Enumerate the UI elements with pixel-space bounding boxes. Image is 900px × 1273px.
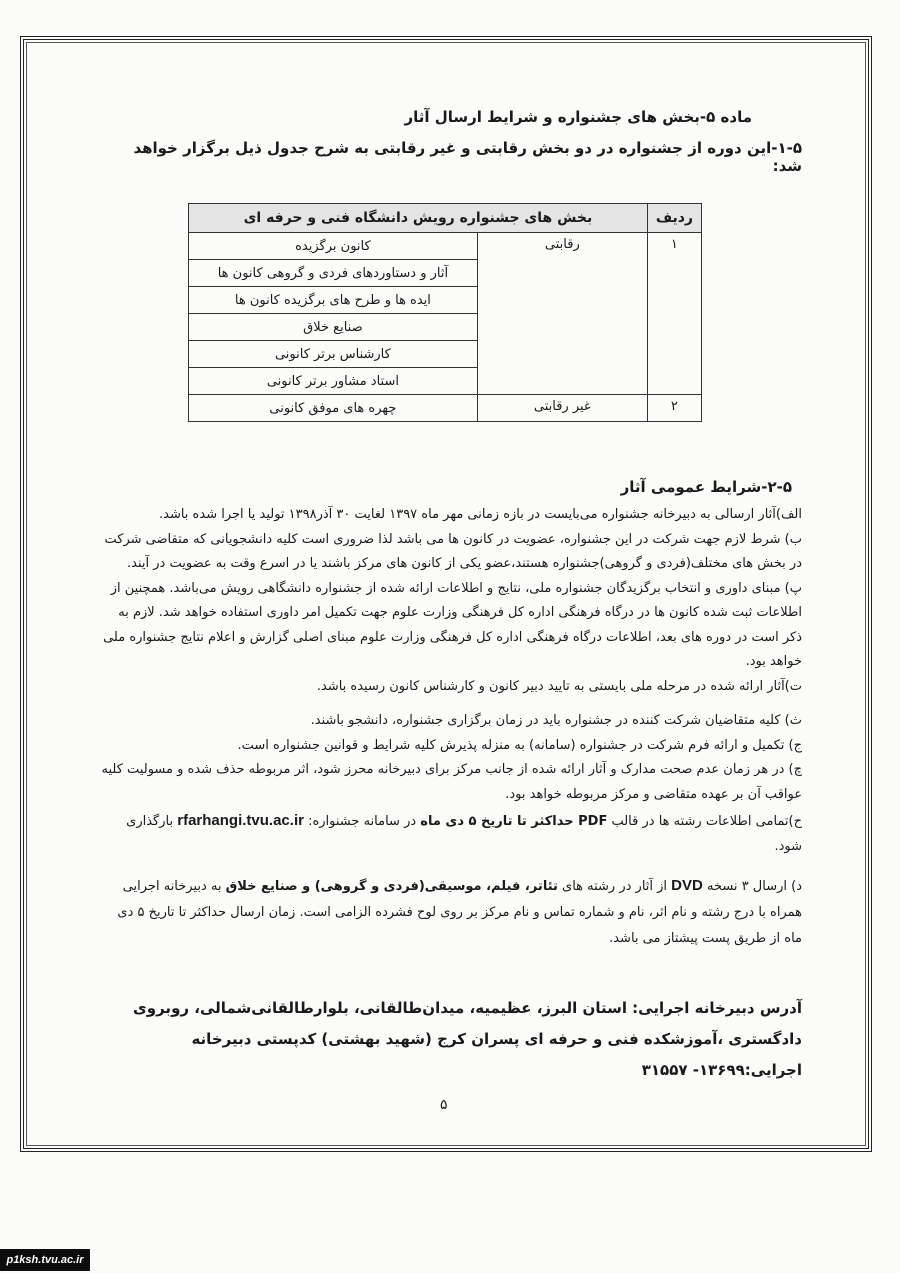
general-conditions-title: ۲-۵-شرایط عمومی آثار: [620, 478, 792, 496]
paragraph-che: چ) در هر زمان عدم صحت مدارک و آثار ارائه شده از جانب مرکز برای دبیرخانه محرز شود، اثر مربوطه حذف شده و مسولیت کلیه عواقب آن بر عهده متقاضی و مرکز مربوطه خواهد بود.: [101, 762, 802, 802]
he-deadline: PDF حداکثر تا تاریخ ۵ دی ماه: [420, 814, 608, 829]
radif-cell: ۲: [647, 395, 701, 422]
paragraph-te: ت)آثار ارائه شده در مرحله ملی بایستی به تایید دبیر کانون و کارشناس کانون رسیده باشد.: [316, 678, 802, 694]
page-number: ۵: [440, 1097, 448, 1113]
portal-link[interactable]: rfarhangi.tvu.ac.ir: [177, 812, 304, 829]
dal-fields: تئاتر، فیلم، موسیقی(فردی و گروهی) و صنایع خلاق: [225, 879, 558, 894]
he-text-a: ح)تمامی اطلاعات رشته ها در قالب: [607, 814, 802, 829]
header-radif: ردیف: [647, 204, 701, 233]
section-cell: کانون برگزیده: [189, 233, 478, 260]
section-cell: ایده ها و طرح های برگزیده کانون ها: [189, 287, 478, 314]
dal-text-a: د) ارسال ۳ نسخه: [702, 879, 802, 894]
dal-text-c: از آثار در رشته های: [557, 879, 672, 894]
spacer: [98, 859, 802, 873]
paragraph-jim: ج) تکمیل و ارائه فرم شرکت در جشنواره (سامانه) به منزله پذیرش کلیه شرایط و قوانین جشنواره است.: [237, 737, 802, 753]
paragraph-se: ث) کلیه متقاضیان شرکت کننده در جشنواره باید در زمان برگزاری جشنواره، دانشجو باشند.: [310, 713, 802, 728]
section-cell: آثار و دستاوردهای فردی و گروهی کانون ها: [189, 260, 478, 287]
header-sections: بخش های جشنواره رویش دانشگاه فنی و حرفه ای: [189, 204, 648, 233]
paragraph-dal: [98, 873, 802, 952]
section-cell: کارشناس برتر کانونی: [189, 341, 478, 368]
he-text-d: بارگذاری شود.: [126, 814, 802, 854]
paragraph-block: [98, 503, 802, 952]
sections-table: [188, 203, 702, 422]
category-cell: غیر رقابتی: [477, 395, 647, 422]
dal-text-e: به دبیرخانه اجرایی همراه با درج رشته و نام اثر، نام و شماره تماس و نام مرکز بر روی لوح فشرده الزامی است. زمان ارسال حداکثر تا تاریخ ۵ دی ماه از طریق پست پیشتاز می باشد.: [117, 879, 802, 946]
paragraph-be: ب) شرط لازم جهت شرکت در این جشنواره، عضویت در کانون ها می باشد لذا ضروری است کلیه دانشجویانی که متقاضی شرکت در بخش های مختلف(فردی و گروهی)جشنواره هستند،عضو یکی از کانون های مرکز باشند یا در اسرع وقت به عضویت در آیند.: [104, 531, 802, 571]
article-heading: ماده ۵-بخش های جشنواره و شرایط ارسال آثار: [404, 108, 752, 126]
radif-cell: ۱: [647, 233, 701, 395]
dal-dvd: DVD: [671, 877, 703, 894]
spacer: [98, 699, 802, 709]
table-row: [189, 395, 702, 422]
table-header-row: [189, 204, 702, 233]
section-cell: استاد مشاور برتر کانونی: [189, 368, 478, 395]
secretariat-address: آدرس دبیرخانه اجرایی: استان البرز، عظیمیه، میدان‌طالقانی، بلوارطالقانی‌شمالی، روبروی دادگستری ،آموزشکده فنی و حرفه ای پسران کرج (شهید بهشتی) کدپستی دبیرخانه اجرایی:۱۳۶۹۹- ۳۱۵۵۷: [133, 999, 802, 1079]
category-cell: رقابتی: [477, 233, 647, 395]
section-cell: صنایع خلاق: [189, 314, 478, 341]
paragraph-he: [98, 809, 802, 859]
paragraph-alef: الف)آثار ارسالی به دبیرخانه جشنواره می‌بایست در بازه زمانی مهر ماه ۱۳۹۷ لغایت ۳۰ آذر۱۳۹۸ تولید یا اجرا شده باشد.: [159, 507, 802, 522]
section-cell: چهره های موفق کانونی: [189, 395, 478, 422]
paragraph-pe: پ) مبنای داوری و انتخاب برگزیدگان جشنواره ملی، نتایج و اطلاعات ارائه شده از جشنواره دانشگاهی رویش می‌باشد. همچنین از اطلاعات ثبت شده کانون ها در درگاه فرهنگی اداره کل فرهنگی وزارت علوم جهت تکمیل امر داوری استفاده خواهد شد. لازم به ذکر است در دوره های بعد، اطلاعات درگاه فرهنگی اداره کل فرهنگی وزارت علوم مبنای اصلی گزارش و اعلام نتایج جشنواره ملی خواهد بود.: [103, 580, 802, 669]
subsection-heading: ۱-۵-این دوره از جشنواره در دو بخش رقابتی و غیر رقابتی به شرح جدول ذیل برگزار خواهد شد:: [133, 139, 802, 175]
he-text-c: در سامانه جشنواره:: [303, 814, 421, 829]
table-row: [189, 233, 702, 260]
watermark-link[interactable]: p1ksh.tvu.ac.ir: [0, 1249, 90, 1271]
